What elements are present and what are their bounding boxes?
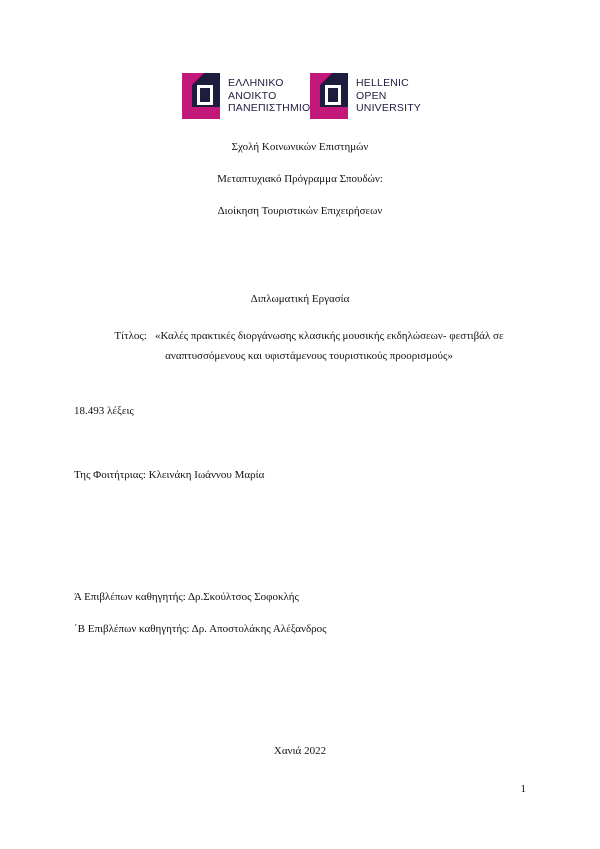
logo-area <box>180 71 420 121</box>
title-label: Τίτλος: <box>114 330 147 342</box>
page-number: 1 <box>520 783 526 795</box>
supervisor-a: Ά Επιβλέπων καθηγητής: Δρ.Σκούλτσος Σοφοκλής <box>74 591 299 603</box>
thesis-title-line-1 <box>74 326 544 346</box>
thesis-title-line-2: αναπτυσσόμενους και υφιστάμενους τουριστικούς προορισμούς» <box>165 350 453 362</box>
title-text-1: «Καλές πρακτικές διοργάνωσης κλασικής μουσικής εκδηλώσεων- φεστιβάλ σε <box>155 330 504 342</box>
logo-line: UNIVERSITY <box>356 102 422 114</box>
logo-line: ΑΝΟΙΚΤΟ <box>228 89 277 102</box>
logo-line: HELLENIC <box>356 77 409 89</box>
hou-emblem-icon <box>180 71 224 121</box>
supervisor-b: ΄Β Επιβλέπων καθηγητής: Δρ. Αποστολάκης Αλέξανδρος <box>74 623 327 635</box>
logo-text-greek <box>228 77 310 115</box>
hou-emblem-icon <box>308 71 352 121</box>
specialization-name: Διοίκηση Τουριστικών Επιχειρήσεων <box>217 205 383 217</box>
document-type: Διπλωματική Εργασία <box>250 293 350 305</box>
place-date: Χανιά 2022 <box>273 745 327 757</box>
logo-text-english <box>356 77 421 115</box>
logo-line: OPEN <box>356 89 387 102</box>
student-name: Της Φοιτήτριας: Κλεινάκη Ιωάννου Μαρία <box>74 469 265 481</box>
logo-line: ΕΛΛΗΝΙΚΟ <box>228 77 284 89</box>
program-name: Μεταπτυχιακό Πρόγραμμα Σπουδών: <box>217 173 383 185</box>
thesis-title <box>74 326 544 366</box>
school-name: Σχολή Κοινωνικών Επιστημών <box>231 141 369 153</box>
word-count: 18.493 λέξεις <box>74 405 134 417</box>
logo-line: ΠΑΝΕΠΙΣΤΗΜΙΟ <box>228 102 311 114</box>
